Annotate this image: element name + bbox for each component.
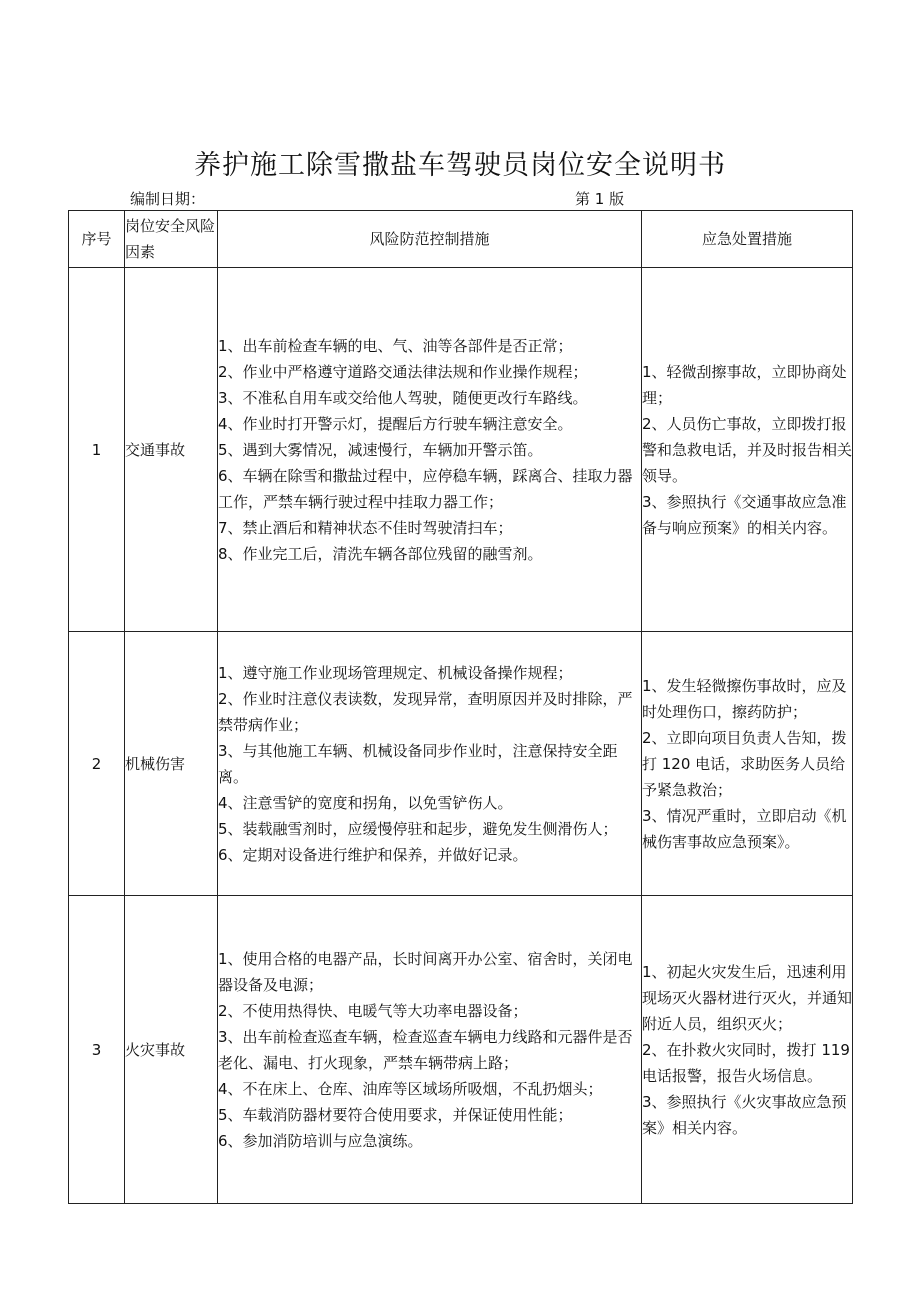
control-measures <box>218 268 642 632</box>
response-item: 3、情况严重时，立即启动《机械伤害事故应急预案》。 <box>642 806 847 851</box>
header-control-measures: 风险防范控制措施 <box>218 211 642 268</box>
measure-item: 4、不在床上、仓库、油库等区域场所吸烟，不乱扔烟头； <box>218 1079 603 1098</box>
measure-item: 3、出车前检查巡查车辆，检查巡查车辆电力线路和元器件是否老化、漏电、打火现象，严禁车辆带病上路； <box>218 1027 633 1072</box>
control-measures <box>218 896 642 1204</box>
measure-item: 5、车载消防器材要符合使用要求，并保证使用性能； <box>218 1105 573 1124</box>
document-title: 养护施工除雪撒盐车驾驶员岗位安全说明书 <box>194 150 726 181</box>
table-row <box>69 268 853 632</box>
compile-date-label: 编制日期： <box>130 190 206 208</box>
measure-item: 6、车辆在除雪和撒盐过程中，应停稳车辆，踩离合、挂取力器工作，严禁车辆行驶过程中挂取力器工作； <box>218 466 633 511</box>
measure-item: 4、作业时打开警示灯，提醒后方行驶车辆注意安全。 <box>218 414 573 433</box>
measure-item: 5、装载融雪剂时，应缓慢停驻和起步，避免发生侧滑伤人； <box>218 819 618 838</box>
response-item: 1、发生轻微擦伤事故时，应及时处理伤口，擦药防护； <box>642 676 847 721</box>
measure-item: 1、遵守施工作业现场管理规定、机械设备操作规程； <box>218 663 573 682</box>
measure-item: 3、不准私自用车或交给他人驾驶，随便更改行车路线。 <box>218 388 588 407</box>
emergency-response <box>642 268 853 632</box>
response-item: 3、参照执行《火灾事故应急预案》相关内容。 <box>642 1092 847 1137</box>
version-label: 第 1 版 <box>575 190 625 208</box>
risk-factor: 火灾事故 <box>125 896 218 1204</box>
emergency-response <box>642 896 853 1204</box>
response-item: 2、人员伤亡事故，立即拨打报警和急救电话，并及时报告相关领导。 <box>642 414 853 485</box>
measure-item: 6、定期对设备进行维护和保养，并做好记录。 <box>218 845 528 864</box>
table-header-row <box>69 211 853 268</box>
risk-factor: 机械伤害 <box>125 632 218 896</box>
response-item: 2、立即向项目负责人告知，拨打 120 电话，求助医务人员给予紧急救治； <box>642 728 847 799</box>
header-emergency-response: 应急处置措施 <box>642 211 853 268</box>
row-number: 3 <box>69 896 125 1204</box>
measure-item: 8、作业完工后，清洗车辆各部位残留的融雪剂。 <box>218 544 543 563</box>
row-number: 2 <box>69 632 125 896</box>
table-row <box>69 896 853 1204</box>
control-measures <box>218 632 642 896</box>
measure-item: 1、出车前检查车辆的电、气、油等各部件是否正常； <box>218 336 573 355</box>
risk-factor: 交通事故 <box>125 268 218 632</box>
measure-item: 6、参加消防培训与应急演练。 <box>218 1131 423 1150</box>
measure-item: 4、注意雪铲的宽度和拐角，以免雪铲伤人。 <box>218 793 513 812</box>
measure-item: 2、作业时注意仪表读数，发现异常，查明原因并及时排除，严禁带病作业； <box>218 689 633 734</box>
response-item: 1、轻微刮擦事故，立即协商处理； <box>642 362 847 407</box>
row-number: 1 <box>69 268 125 632</box>
measure-item: 2、不使用热得快、电暖气等大功率电器设备； <box>218 1001 528 1020</box>
emergency-response <box>642 632 853 896</box>
measure-item: 7、禁止酒后和精神状态不佳时驾驶清扫车； <box>218 518 513 537</box>
measure-item: 3、与其他施工车辆、机械设备同步作业时，注意保持安全距离。 <box>218 741 618 786</box>
measure-item: 5、遇到大雾情况，减速慢行，车辆加开警示笛。 <box>218 440 543 459</box>
response-item: 1、初起火灾发生后，迅速利用现场灭火器材进行灭火，并通知附近人员，组织灭火； <box>642 962 853 1033</box>
measure-item: 1、使用合格的电器产品，长时间离开办公室、宿舍时，关闭电器设备及电源； <box>218 949 633 994</box>
header-risk-factor: 岗位安全风险因素 <box>125 211 218 268</box>
response-item: 3、参照执行《交通事故应急准备与响应预案》的相关内容。 <box>642 492 847 537</box>
response-item: 2、在扑救火灾同时，拨打 119 电话报警，报告火场信息。 <box>642 1040 850 1085</box>
header-no: 序号 <box>69 211 125 268</box>
table-row <box>69 632 853 896</box>
measure-item: 2、作业中严格遵守道路交通法律法规和作业操作规程； <box>218 362 588 381</box>
risk-control-table <box>68 210 853 1204</box>
